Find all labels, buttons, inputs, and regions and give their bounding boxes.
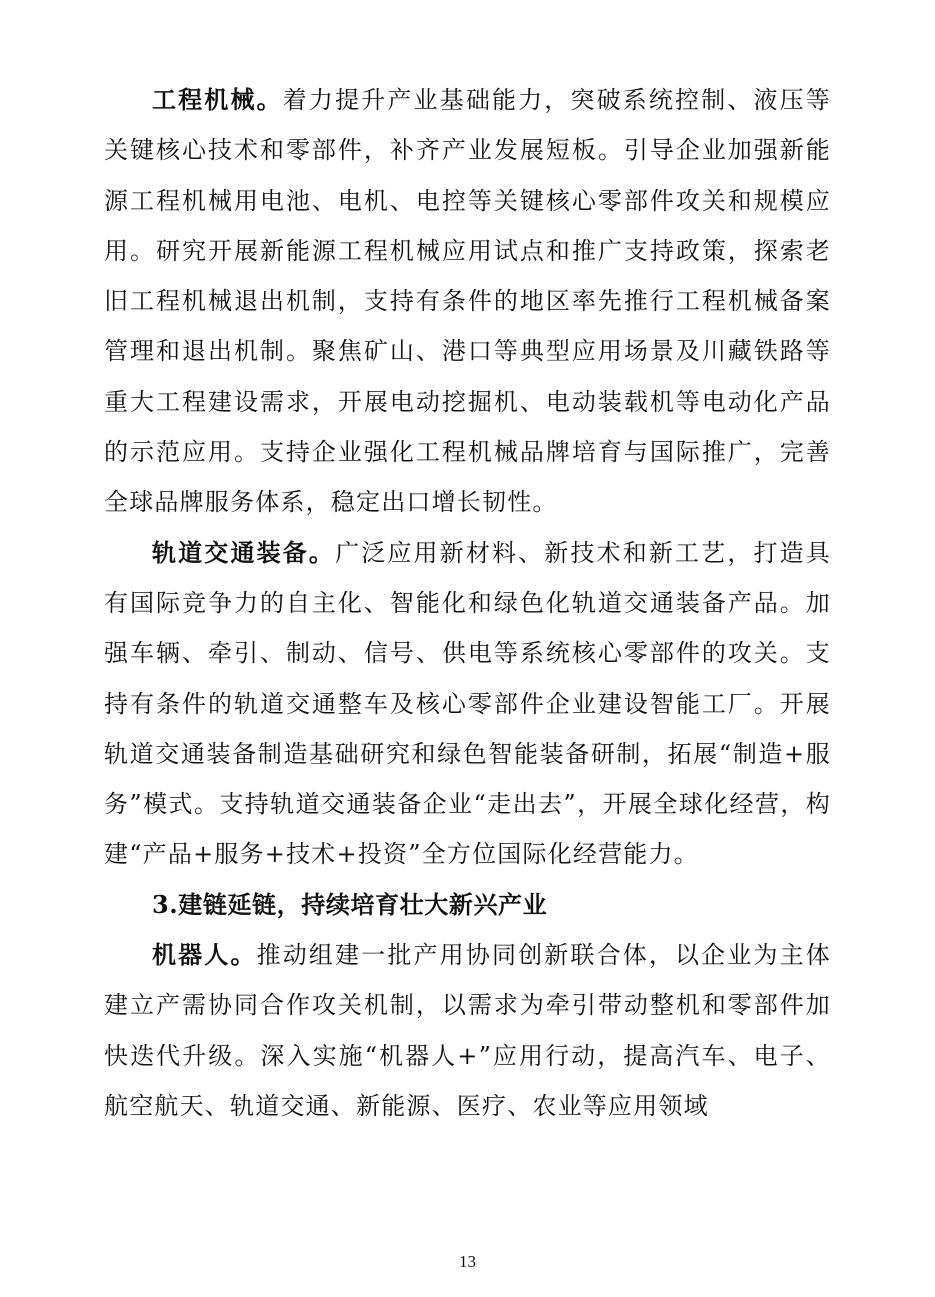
section-heading: 3.建链延链，持续培育壮大新兴产业 [152,889,548,919]
page-number: 13 [459,1252,476,1271]
paragraph-text: 着力提升产业基础能力，突破系统控制、液压等关键核心技术和零部件，补齐产业发展短板。引导企业加强新能源工程机械用电池、电机、电控等关键核心零部件攻关和规模应用。研究开展新能源工程机械应用试点和推广支持政策，探索老旧工程机械退出机制，支持有条件的地区率先推行工程机械备案管理和退出机制。聚焦矿山、港口等典型应用场景及川藏铁路等重大工程建设需求，开展电动挖掘机、电动装载机等电动化产品的示范应用。支持企业强化工程机械品牌培育与国际推广，完善全球品牌服务体系，稳定出口增长韧性。 [104,86,832,517]
paragraph-rail-transit-equipment [104,528,831,880]
document-body [104,75,831,1131]
paragraph-lead-title: 工程机械。 [152,85,283,114]
paragraph-robots [104,930,831,1131]
paragraph-text: 广泛应用新材料、新技术和新工艺，打造具有国际竞争力的自主化、智能化和绿色化轨道交通装备产品。加强车辆、牵引、制动、信号、供电等系统核心零部件的攻关。支持有条件的轨道交通整车及核心零部件企业建设智能工厂。开展轨道交通装备制造基础研究和绿色智能装备研制，拓展“制造+服务”模式。支持轨道交通装备企业“走出去”，开展全球化经营，构建“产品+服务+技术+投资”全方位国际化经营能力。 [104,538,831,869]
paragraph-text: 推动组建一批产用协同创新联合体，以企业为主体建立产需协同合作攻关机制，以需求为牵引带动整机和零部件加快迭代升级。深入实施“机器人+”应用行动，提高汽车、电子、航空航天、轨道交通、新能源、医疗、农业等应用领域 [104,941,831,1120]
paragraph-lead-title: 机器人。 [152,940,257,970]
paragraph-lead-title: 轨道交通装备。 [152,537,336,567]
paragraph-construction-machinery [104,75,831,528]
